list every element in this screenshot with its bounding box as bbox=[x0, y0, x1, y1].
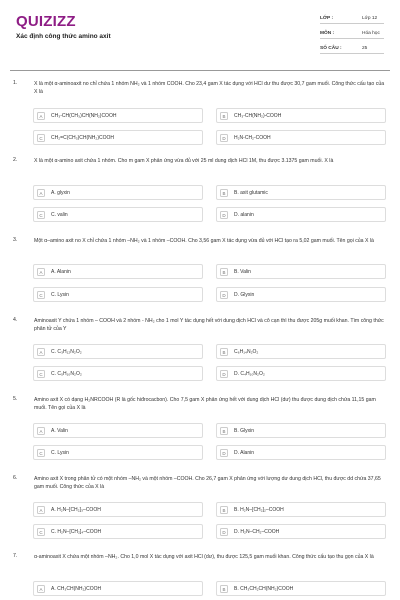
option-letter: A bbox=[37, 348, 45, 356]
option-letter: B bbox=[220, 348, 228, 356]
option-text: A. Alanin bbox=[51, 269, 71, 275]
option-letter: B bbox=[220, 268, 228, 276]
page-title: Xác định công thức amino axit bbox=[16, 33, 111, 40]
option-text: C. Lysin bbox=[51, 450, 69, 456]
option-d[interactable] bbox=[216, 130, 386, 145]
option-a[interactable] bbox=[33, 185, 203, 200]
option-a[interactable] bbox=[33, 581, 203, 596]
option-text: A. Valin bbox=[51, 428, 68, 434]
option-letter: A bbox=[37, 189, 45, 197]
option-a[interactable] bbox=[33, 423, 203, 438]
option-text: C. Lysin bbox=[51, 292, 69, 298]
option-letter: A bbox=[37, 427, 45, 435]
option-c[interactable] bbox=[33, 445, 203, 460]
option-b[interactable] bbox=[216, 108, 386, 123]
question-text: Amino axit X trong phân tử có một nhóm –NH₂ và một nhóm –COOH. Cho 26,7 gam X phản ứng với lượng dư dung dịch HCl, thu được dd chứa 37,65 gam muối. Công thức của X là bbox=[34, 476, 381, 490]
option-c[interactable] bbox=[33, 287, 203, 302]
option-letter: B bbox=[220, 585, 228, 593]
option-c[interactable] bbox=[33, 207, 203, 222]
option-letter: C bbox=[37, 134, 45, 142]
option-letter: C bbox=[37, 449, 45, 457]
option-text: C. C₃H₁₂N₂O₂ bbox=[51, 349, 82, 355]
question-number: 7. bbox=[13, 553, 18, 559]
option-letter: C bbox=[37, 291, 45, 299]
option-text: C₆H₁₄N₂O₂ bbox=[234, 349, 259, 355]
option-text: B. Glyxin bbox=[234, 428, 255, 434]
option-text: D. C₄H₁₀N₂O₂ bbox=[234, 371, 265, 377]
option-text: D. Glyxin bbox=[234, 292, 255, 298]
option-text: C. valin bbox=[51, 212, 68, 218]
option-letter: A bbox=[37, 268, 45, 276]
option-text: H₂N-CH₂-COOH bbox=[234, 135, 271, 141]
option-letter: C bbox=[37, 211, 45, 219]
option-text: B. CH₃CH₂CH(NH₂)COOH bbox=[234, 586, 294, 592]
option-text: C. H₂N–[CH₂]₄–COOH bbox=[51, 529, 102, 535]
option-b[interactable] bbox=[216, 344, 386, 359]
question-text: Aminoaxit Y chứa 1 nhóm – COOH và 2 nhóm - NH₂ cho 1 mol Y tác dụng hết với dung dịch HCl và cô cạn thì thu được 205g muối khan. Tìm công thức phân tử của Y bbox=[34, 318, 384, 332]
option-letter: A bbox=[37, 585, 45, 593]
option-text: A. glyxin bbox=[51, 190, 70, 196]
option-c[interactable] bbox=[33, 524, 203, 539]
option-d[interactable] bbox=[216, 287, 386, 302]
option-text: D. Alanin bbox=[234, 450, 255, 456]
question-number: 6. bbox=[13, 475, 18, 481]
option-text: CH₂=C(CH₃)CH(NH₂)COOH bbox=[51, 135, 114, 141]
question-number: 3. bbox=[13, 237, 18, 243]
meta-label: LỚP : bbox=[320, 16, 334, 21]
option-text: D. alanin bbox=[234, 212, 254, 218]
question-number: 5. bbox=[13, 396, 18, 402]
option-a[interactable] bbox=[33, 108, 203, 123]
option-letter: D bbox=[220, 134, 228, 142]
option-text: B. H₂N–[CH₂]₂–COOH bbox=[234, 507, 284, 513]
option-a[interactable] bbox=[33, 502, 203, 517]
option-b[interactable] bbox=[216, 423, 386, 438]
option-d[interactable] bbox=[216, 366, 386, 381]
question-number: 2. bbox=[13, 157, 18, 163]
question-text: X là một α-aminoaxit no chỉ chứa 1 nhóm NH₂ và 1 nhóm COOH. Cho 23,4 gam X tác dụng với HCl dư thu được 30,7 gam muối. Công thức cấu tạo của X là bbox=[34, 81, 385, 95]
quizizz-logo: QUIZIZZ bbox=[16, 13, 76, 30]
meta-label: SỐ CÂU : bbox=[320, 46, 342, 51]
option-b[interactable] bbox=[216, 502, 386, 517]
option-text: A. H₂N–[CH₂]₃–COOH bbox=[51, 507, 101, 513]
question-text: Amino axit X có dạng H₂NRCOOH (R là gốc hiđrocacbon). Cho 7,5 gam X phản ứng hết với dung dịch HCl (dư) thu được dung dịch chứa 11,15 gam muối. Tên gọi của X là bbox=[34, 397, 376, 411]
option-b[interactable] bbox=[216, 581, 386, 596]
meta-value: Hóa học bbox=[362, 31, 380, 36]
option-text: D. H₂N–CH₂–COOH bbox=[234, 529, 280, 535]
option-text: B. axit glutamic bbox=[234, 190, 268, 196]
option-letter: B bbox=[220, 112, 228, 120]
meta-value: Lớp 12 bbox=[362, 16, 378, 21]
question-text: α-aminoaxit X chứa một nhóm –NH₂. Cho 1,0 mol X tác dụng với axit HCl (dư), thu được 125,5 gam muối khan. Công thức cấu tạo thu gọn của X là bbox=[34, 554, 374, 560]
option-letter: A bbox=[37, 112, 45, 120]
option-text: B. Valin bbox=[234, 269, 251, 275]
option-text: CH₃-CH(NH₂)-COOH bbox=[234, 113, 282, 119]
option-text: C. C₅H₁₀N₂O₂ bbox=[51, 371, 82, 377]
option-letter: D bbox=[220, 211, 228, 219]
option-letter: A bbox=[37, 506, 45, 514]
option-letter: D bbox=[220, 370, 228, 378]
question-text: X là một α-amino axit chứa 1 nhóm. Cho m gam X phản ứng vừa đủ với 25 ml dung dịch HCl 1M, thu được 3.1375 gam muối. X là bbox=[34, 158, 334, 164]
option-letter: C bbox=[37, 370, 45, 378]
option-text: A. CH₃CH(NH₂)COOH bbox=[51, 586, 102, 592]
option-c[interactable] bbox=[33, 366, 203, 381]
option-d[interactable] bbox=[216, 445, 386, 460]
option-text: CH₃-CH(CH₃)CH(NH₂)COOH bbox=[51, 113, 117, 119]
option-letter: D bbox=[220, 291, 228, 299]
question-text: Một α–amino axit no X chỉ chứa 1 nhóm –NH₂ và 1 nhóm –COOH. Cho 3,56 gam X tác dụng vừa đủ với HCl tạo ra 5,02 gam muối. Tên gọi của X là bbox=[34, 238, 374, 244]
option-letter: C bbox=[37, 528, 45, 536]
header-divider bbox=[10, 70, 390, 71]
page-header bbox=[0, 0, 400, 66]
option-letter: B bbox=[220, 427, 228, 435]
option-a[interactable] bbox=[33, 344, 203, 359]
option-letter: D bbox=[220, 449, 228, 457]
option-b[interactable] bbox=[216, 264, 386, 279]
meta-label: MÔN : bbox=[320, 31, 335, 36]
option-letter: B bbox=[220, 506, 228, 514]
option-letter: D bbox=[220, 528, 228, 536]
question-number: 4. bbox=[13, 317, 18, 323]
option-d[interactable] bbox=[216, 207, 386, 222]
option-letter: B bbox=[220, 189, 228, 197]
option-a[interactable] bbox=[33, 264, 203, 279]
option-b[interactable] bbox=[216, 185, 386, 200]
option-c[interactable] bbox=[33, 130, 203, 145]
option-d[interactable] bbox=[216, 524, 386, 539]
question-number: 1. bbox=[13, 80, 18, 86]
meta-value: 25 bbox=[362, 46, 368, 51]
